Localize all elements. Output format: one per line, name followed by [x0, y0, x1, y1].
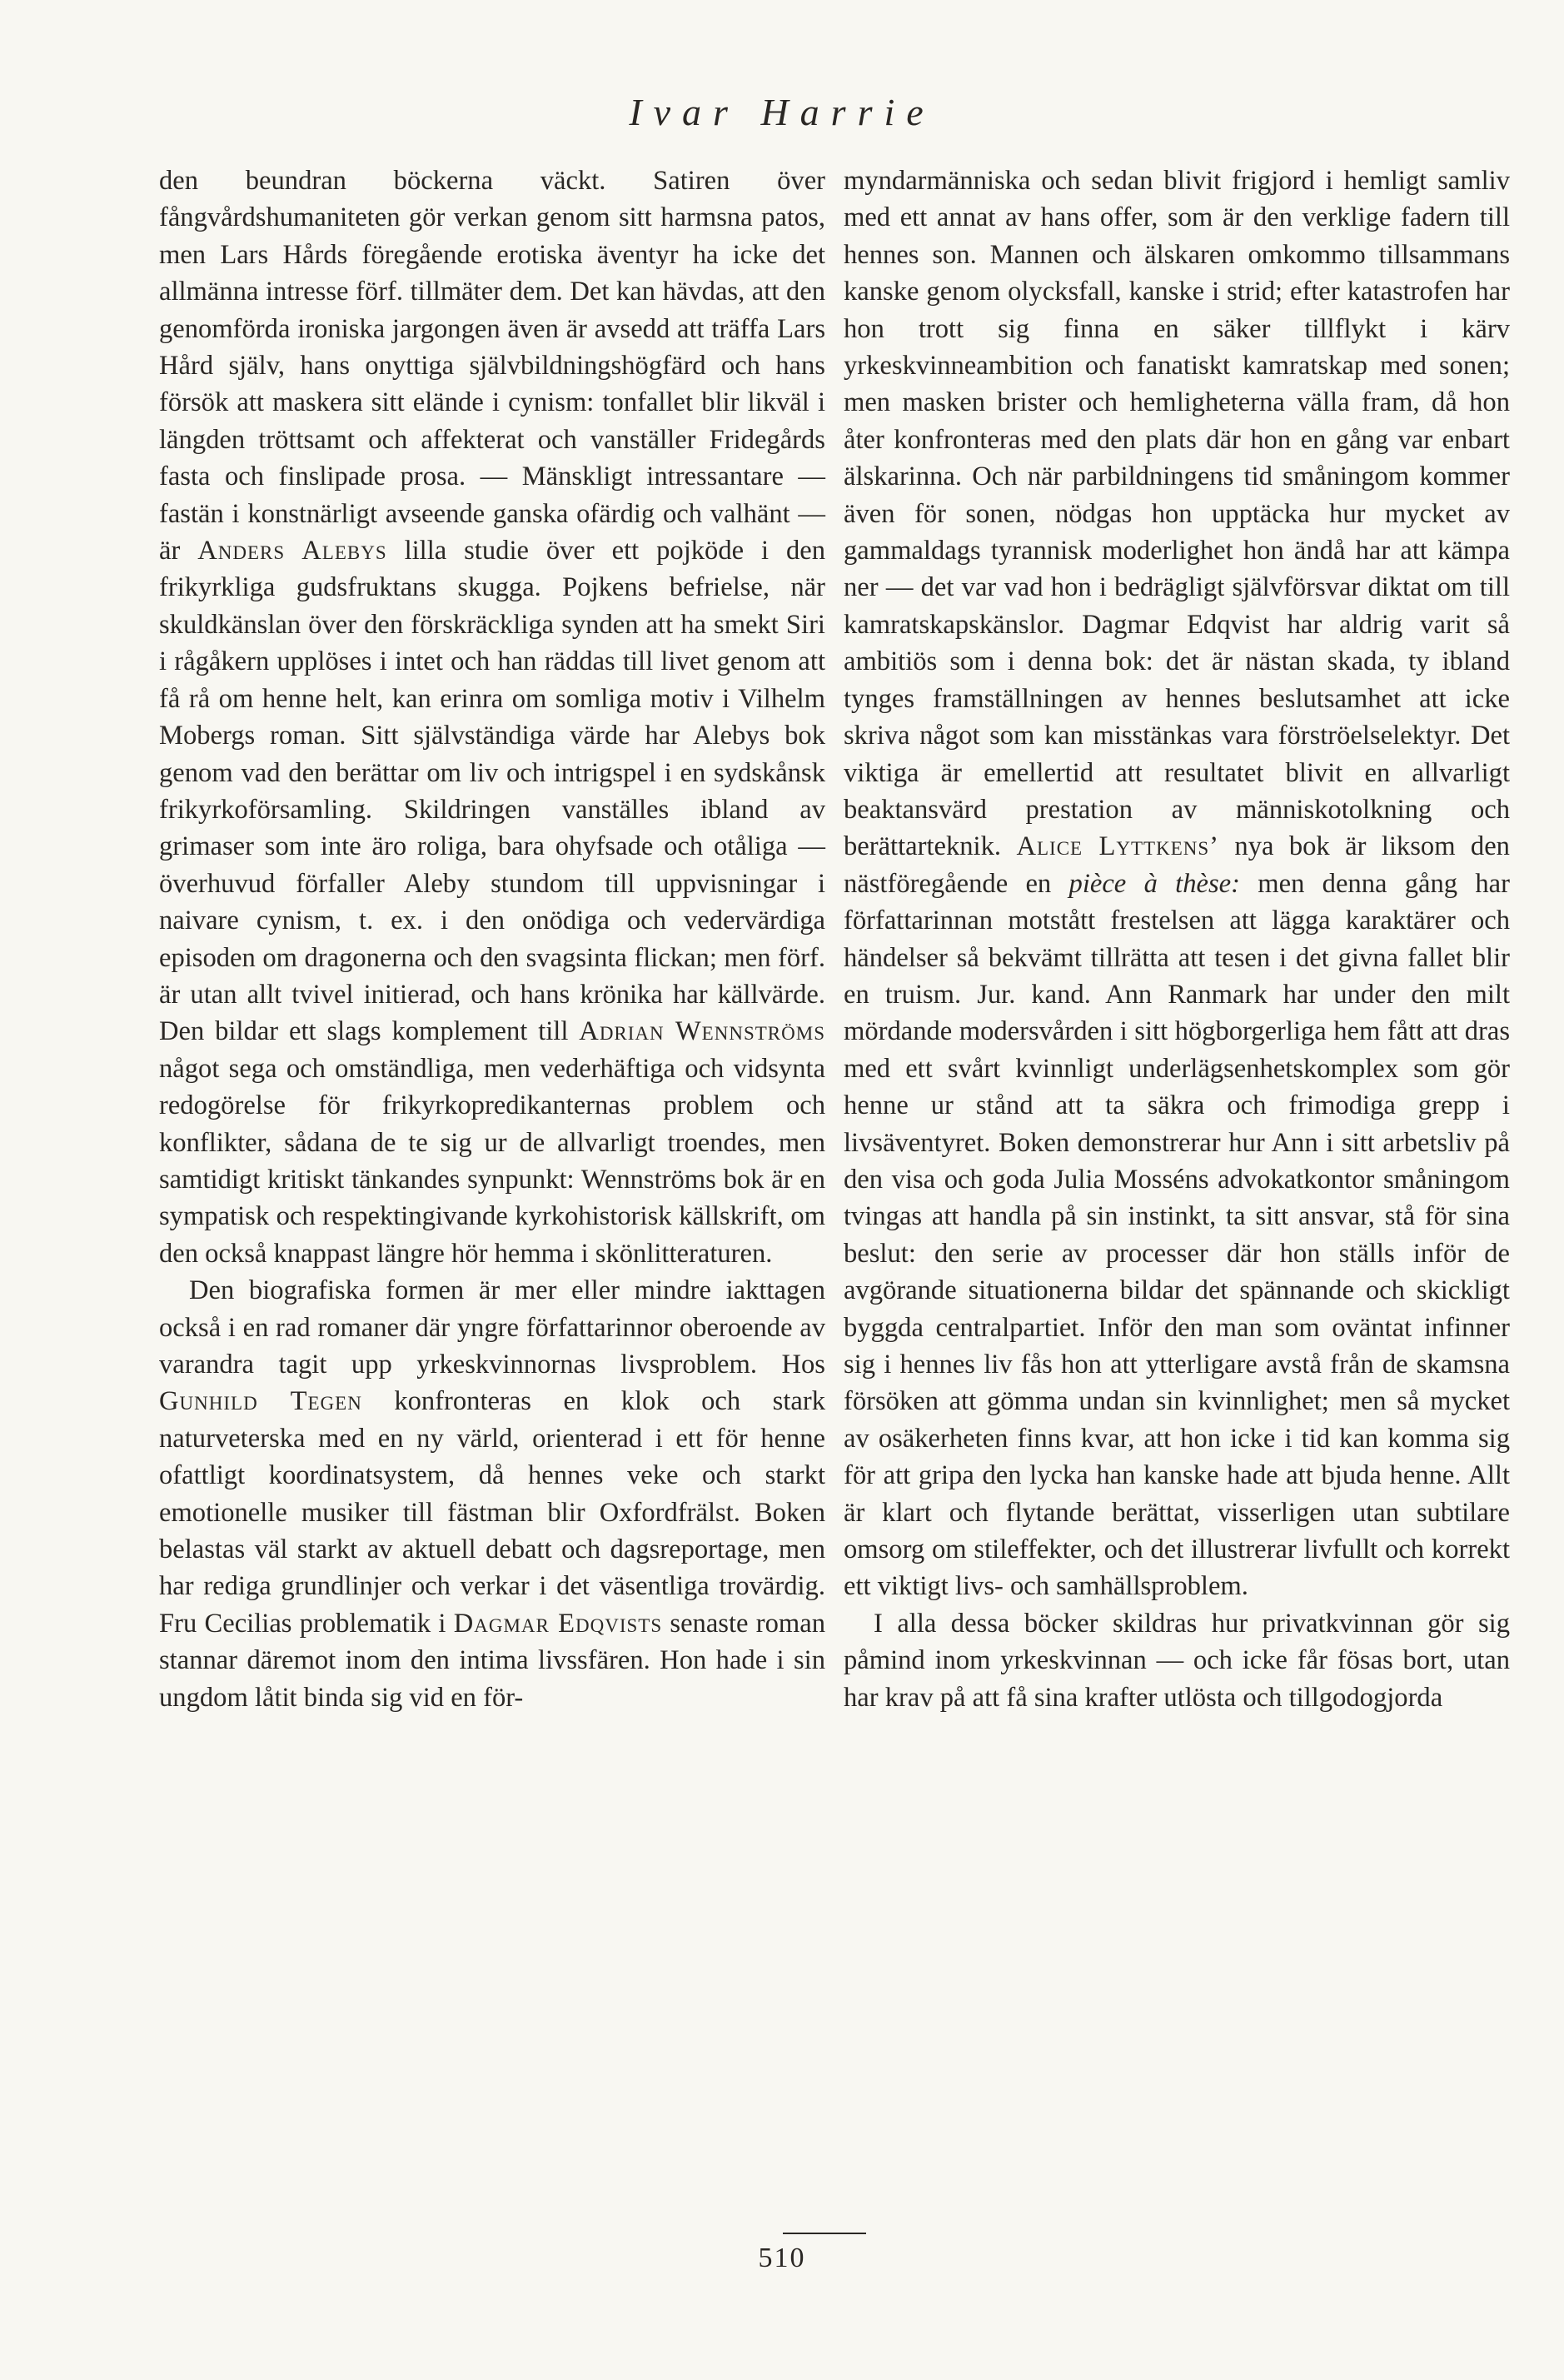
text-run: Den biografiska formen är mer eller mindre iakttagen också i en rad romaner där yngre författarinnor oberoende av varandra tagit upp yrkeskvinnornas livsproblem. Hos	[159, 1275, 825, 1380]
paragraph	[159, 1272, 825, 1716]
left-column	[159, 162, 825, 1716]
text-run: senaste roman stannar däremot inom den intima livssfären. Hon hade i sin ungdom låtit binda sig vid en för-	[159, 1608, 825, 1713]
author-name: Dagmar Edqvists	[453, 1608, 663, 1639]
folio-rule	[783, 2233, 866, 2234]
right-column	[844, 162, 1510, 1716]
author-name: Anders Alebys	[197, 536, 387, 566]
italic-phrase: pièce à thèse:	[1068, 868, 1240, 899]
text-run: myndarmänniska och sedan blivit frigjord i hemligt samliv med ett annat av hans offer, som är den verklige fadern till hennes son. Mannen och älskaren omkommo tillsammans kanske genom olycksfall, kanske i strid; efter katastrofen har hon trott sig finna en säker tillflykt i kärv yrkeskvinneambition och fanatiskt kamratskap med sonen; men masken brister och hemligheterna välla fram, då hon åter konfronteras med den plats där hon en gång var enbart älskarinna. Och när parbildningens tid småningom kommer även för sonen, nödgas hon upptäcka hur mycket av gammaldags tyrannisk moderlighet hon ändå har att kämpa ner — det var vad hon i bedrägligt självförsvar diktat om till kamratskapskänslor. Dagmar Edqvist har aldrig varit så ambitiös som i denna bok: det är nästan skada, ty ibland tynges framställningen av hennes beslutsamhet att icke skriva något som kan misstänkas vara förströelselektyr. Det viktiga är emellertid att resultatet blivit en allvarligt beaktansvärd prestation av människotolkning och berättarteknik.	[844, 166, 1510, 862]
author-name: Alice Lyttkens’	[1016, 831, 1219, 862]
paragraph: I alla dessa böcker skildras hur privatkvinnan gör sig påmind inom yrkeskvinnan — och icke får fösas bort, utan har krav på att få sina krafter utlösta och tillgodogjorda	[844, 1608, 1510, 1713]
text-run: men denna gång har författarinnan motstått frestelsen att lägga karaktärer och händelser så bekvämt tillrätta att tesen i det givna fallet blir en truism. Jur. kand. Ann Ranmark har under den milt mördande modersvården i sitt högborgerliga hem fått att dras med ett svårt kvinnligt underlägsenhetskomplex som gör henne ur stånd att ta säkra och frimodiga grepp i livsäventyret. Boken demonstrerar hur Ann i sitt arbetsliv på den visa och goda Julia Mosséns advokatkontor småningom tvingas att handla på sin instinkt, ta sitt ansvar, stå för sina beslut: den serie av processer där hon ställs inför de avgörande situationerna bildar det spännande och skickligt byggda centralpartiet. Inför den man som oväntat infinner sig i hennes liv fås hon att ytterligare avstå från de skamsna försöken att gömma undan sin kvinnlighet; men så mycket av osäkerheten finns kvar, att hon icke i tid kan komma sig för att gripa den lycka han kanske hade att bjuda henne. Allt är klart och flytande berättat, visserligen utan subtilare omsorg om stileffekter, och det illustrerar livfullt och korrekt ett viktigt livs- och samhällsproblem.	[844, 868, 1510, 1602]
text-run: lilla studie över ett pojköde i den frikyrkliga gudsfruktans skugga. Pojkens befrielse, när skuldkänslan över den förskräckliga synden att ha smekt Siri i rågåkern upplöses i intet och han räddas till livet genom att få rå om henne helt, kan erinra om somliga motiv i Vilhelm Mobergs roman. Sitt självständiga värde har Alebys bok genom vad den berättar om liv och intrigspel i en sydskånsk frikyrkoförsamling. Skildringen vanställes ibland av grimaser som inte äro roliga, bara ohyfsade och otåliga — överhuvud förfaller Aleby stundom till uppvisningar i naivare cynism, t. ex. i den onödiga och vedervärdiga episoden om dragonerna och den svagsinta flickan; men förf. är utan allt tvivel initierad, och hans krönika har källvärde. Den bildar ett slags komplement till	[159, 536, 825, 1047]
running-head: Ivar Harrie	[629, 91, 935, 133]
text-run: något sega och omständliga, men vederhäftiga och vidsynta redogörelse för frikyrkopredikanternas problem och konflikter, sådana de te sig ur de allvarligt troendes, men samtidigt kritiskt tänkandes synpunkt: Wennströms bok är en sympatisk och respektingivande kyrkohistorisk källskrift, om den också knappast längre hör hemma i skönlitteraturen.	[159, 1053, 825, 1269]
paragraph	[159, 162, 825, 1272]
paragraph	[844, 162, 1510, 1605]
author-name: Adrian Wennströms	[579, 1016, 825, 1047]
text-run: konfronteras en klok och stark naturveterska med en ny värld, orienterad i ett för henne ofattligt koordinatsystem, då hennes veke och starkt emotionelle musiker till fästman blir Oxfordfrälst. Boken belastas väl starkt av aktuell debatt och dagsreportage, men har rediga grundlinjer och verkar i det väsentliga trovärdig. Fru Cecilias problematik i	[159, 1386, 825, 1639]
text-run: den beundran böckerna väckt. Satiren över fångvårdshumaniteten gör verkan genom sitt harmsna patos, men Lars Hårds föregående erotiska äventyr ha icke det allmänna intresse förf. tillmäter dem. Det kan hävdas, att den genomförda ironiska jargongen även är avsedd att träffa Lars Hård själv, hans onyttiga självbildningshögfärd och hans försök att maskera sitt elände i cynism: tonfallet blir likväl i längden tröttsamt och affekterat och vanställer Fridegårds fasta och finslipade prosa. — Mänskligt intressantare — fastän i konstnärligt avseende ganska ofärdig och valhänt — är	[159, 166, 825, 566]
author-name: Gunhild Tegen	[159, 1386, 362, 1417]
page-number: 510	[758, 2243, 806, 2273]
text-run: nya bok är liksom den nästföregående en	[844, 831, 1510, 899]
